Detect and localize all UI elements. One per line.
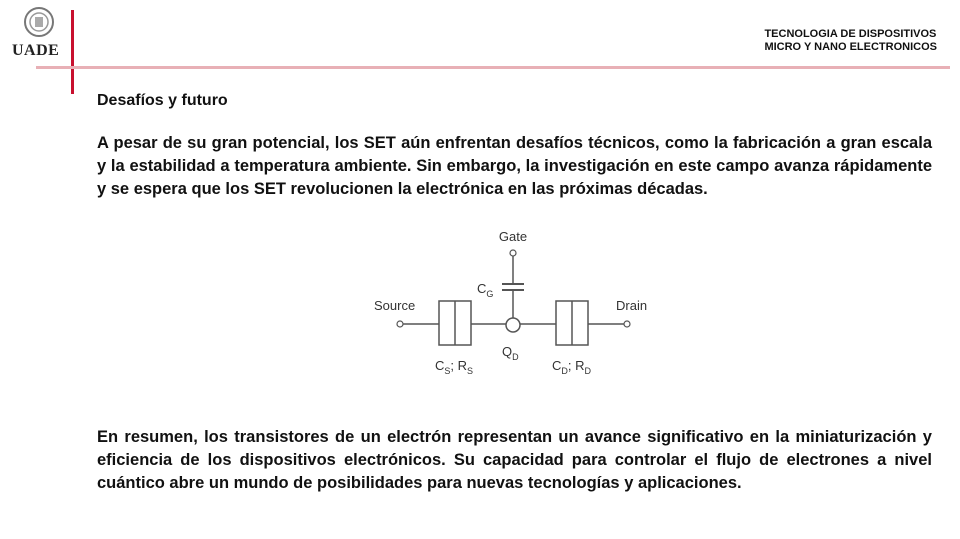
source-terminal (397, 321, 403, 327)
gate-terminal (510, 250, 516, 256)
drain-terminal (624, 321, 630, 327)
course-header (764, 28, 937, 54)
header-line-1: TECNOLOGIA DE DISPOSITIVOS (764, 28, 937, 40)
drain-label: Drain (616, 298, 648, 313)
cs-rs-label: $C_S$; $R_S$ (435, 358, 474, 376)
set-circuit-diagram (360, 225, 660, 385)
logo-text: UADE (12, 42, 60, 59)
vertical-accent-line (71, 10, 74, 94)
uade-logo (8, 6, 68, 58)
paragraph-summary: En resumen, los transistores de un electrón representan un avance significativo en la miniaturización y eficiencia de los dispositivos electrónicos. Su capacidad para controlar el flujo de electrones a nivel cuántico abre un mundo de posibilidades para nuevas tecnologías y aplicaciones. (97, 428, 932, 492)
cg-label: $C_G$ (477, 281, 494, 299)
gate-label: Gate (498, 229, 528, 244)
horizontal-divider (36, 66, 950, 69)
qd-label: $Q_D$ (502, 344, 519, 362)
source-label: Source (374, 298, 416, 313)
university-seal-icon (23, 6, 55, 38)
section-title: Desafíos y futuro (97, 92, 228, 109)
quantum-dot (506, 318, 520, 332)
paragraph-intro: A pesar de su gran potencial, los SET aún enfrentan desafíos técnicos, como la fabricación a gran escala y la estabilidad a temperatura ambiente. Sin embargo, la investigación en este campo avanza rápidamente y se espera que los SET revolucionen la electrónica en las próximas décadas. (97, 134, 932, 198)
cd-rd-label: $C_D$; $R_D$ (552, 358, 592, 376)
header-line-2: MICRO Y NANO ELECTRONICOS (764, 41, 937, 53)
